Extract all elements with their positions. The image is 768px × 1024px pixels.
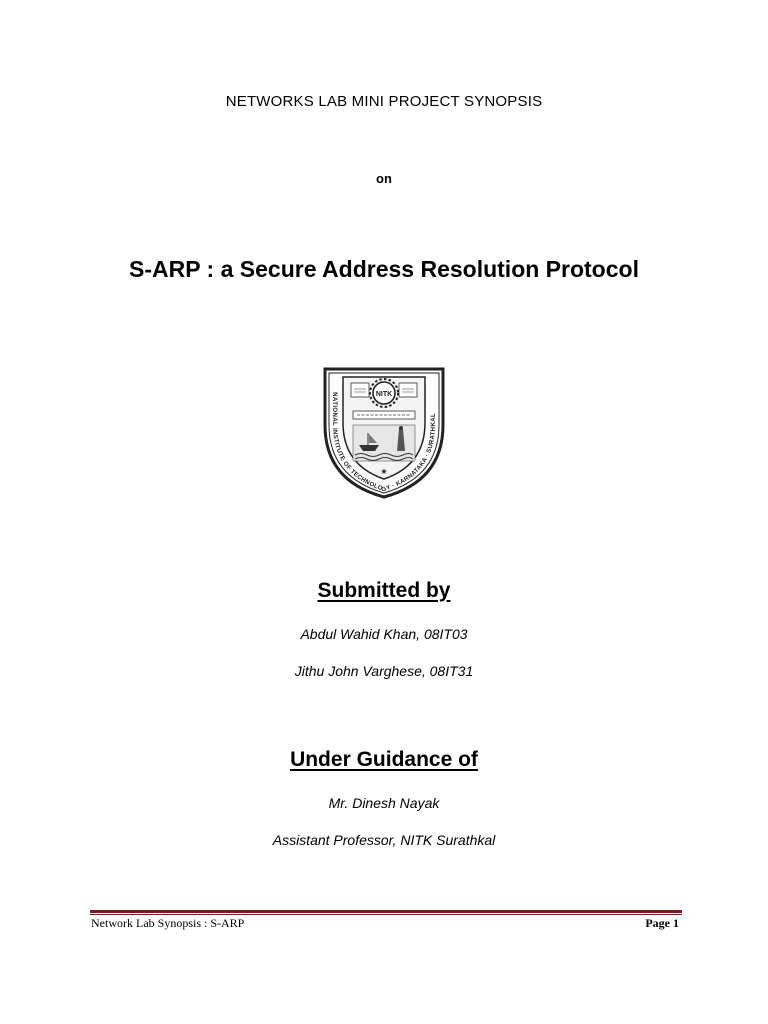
submitted-by-heading: Submitted by <box>317 579 451 602</box>
guide-name: Mr. Dinesh Nayak <box>328 795 440 811</box>
page-number: Page 1 <box>645 916 679 930</box>
guidance-heading: Under Guidance of <box>290 748 478 771</box>
footer-rule-thick <box>90 910 682 913</box>
footer-title: Network Lab Synopsis : S-ARP <box>91 916 245 930</box>
member-1: Abdul Wahid Khan, 08IT03 <box>300 626 468 642</box>
document-title: S-ARP : a Secure Address Resolution Protocol <box>129 256 639 282</box>
svg-text:NATIONAL INSTITUTE OF TECHNOLO: NATIONAL INSTITUTE OF TECHNOLOGY · KARNATAKA · SURATHKAL <box>331 392 438 494</box>
svg-text:★: ★ <box>380 467 388 476</box>
member-2: Jithu John Varghese, 08IT31 <box>294 663 474 679</box>
footer-rule-thin <box>90 914 682 915</box>
document-kicker: NETWORKS LAB MINI PROJECT SYNOPSIS <box>225 93 543 110</box>
nitk-crest-logo <box>321 363 447 501</box>
crest-icon <box>321 363 447 501</box>
connector-on: on <box>376 171 392 186</box>
svg-text:NITK: NITK <box>375 391 393 398</box>
guide-designation: Assistant Professor, NITK Surathkal <box>272 832 496 848</box>
